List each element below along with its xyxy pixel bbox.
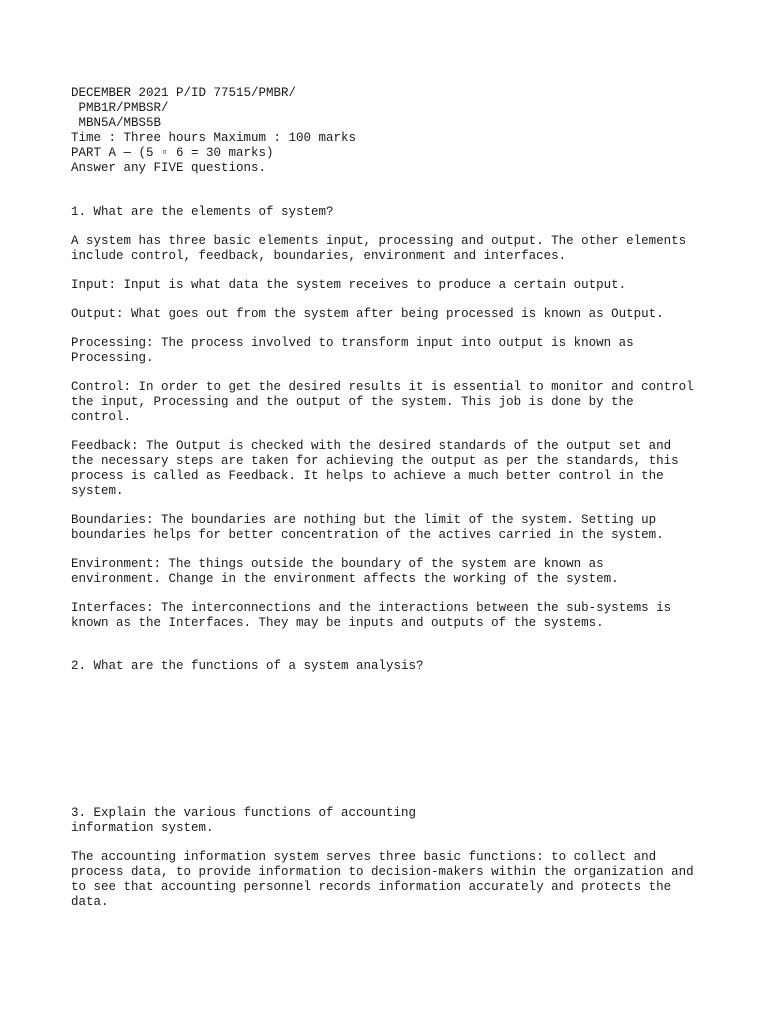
- q3-answer-line: to see that accounting personnel records information accurately and protects the: [71, 880, 672, 894]
- question-2: 2. What are the functions of a system analysis?: [71, 659, 424, 673]
- q1-processing-line: Processing: The process involved to transform input into output is known as: [71, 336, 634, 350]
- q1-interfaces-line: known as the Interfaces. They may be inputs and outputs of the systems.: [71, 616, 604, 630]
- q1-intro-line: include control, feedback, boundaries, environment and interfaces.: [71, 249, 567, 263]
- q1-input-paragraph: Input: Input is what data the system receives to produce a certain output.: [71, 278, 627, 292]
- q1-environment-line: Environment: The things outside the boundary of the system are known as: [71, 557, 604, 571]
- q1-environment-line: environment. Change in the environment affects the working of the system.: [71, 572, 619, 586]
- q3-answer-line: data.: [71, 895, 109, 909]
- q1-control-line: Control: In order to get the desired results it is essential to monitor and control: [71, 380, 694, 394]
- q1-feedback-line: the necessary steps are taken for achieving the output as per the standards, this: [71, 454, 679, 468]
- q1-output-paragraph: Output: What goes out from the system after being processed is known as Output.: [71, 307, 664, 321]
- q1-control-line: the input, Processing and the output of the system. This job is done by the: [71, 395, 634, 409]
- question-1: 1. What are the elements of system?: [71, 205, 334, 219]
- header-time-marks: Time : Three hours Maximum : 100 marks: [71, 131, 357, 145]
- header-instruction: Answer any FIVE questions.: [71, 161, 267, 175]
- q1-interfaces-line: Interfaces: The interconnections and the interactions between the sub-systems is: [71, 601, 672, 615]
- header-course-codes: PMB1R/PMBSR/: [71, 101, 169, 115]
- q3-answer-line: process data, to provide information to decision-makers within the organization and: [71, 865, 694, 879]
- q1-feedback-line: Feedback: The Output is checked with the desired standards of the output set and: [71, 439, 672, 453]
- question-3-line: 3. Explain the various functions of accounting: [71, 806, 417, 820]
- question-3-line: information system.: [71, 821, 214, 835]
- q1-boundaries-line: Boundaries: The boundaries are nothing but the limit of the system. Setting up: [71, 513, 657, 527]
- q3-answer-line: The accounting information system serves three basic functions: to collect and: [71, 850, 657, 864]
- q1-control-line: control.: [71, 410, 132, 424]
- q1-processing-line: Processing.: [71, 351, 154, 365]
- header-part: PART A — (5 ▫ 6 = 30 marks): [71, 146, 274, 160]
- q1-feedback-line: process is called as Feedback. It helps to achieve a much better control in the: [71, 469, 664, 483]
- q1-boundaries-line: boundaries helps for better concentration of the actives carried in the system.: [71, 528, 664, 542]
- header-course-codes-cont: MBN5A/MBS5B: [71, 116, 162, 130]
- q1-feedback-line: system.: [71, 484, 124, 498]
- header-exam-code: DECEMBER 2021 P/ID 77515/PMBR/: [71, 86, 297, 100]
- q1-intro-line: A system has three basic elements input, processing and output. The other elements: [71, 234, 687, 248]
